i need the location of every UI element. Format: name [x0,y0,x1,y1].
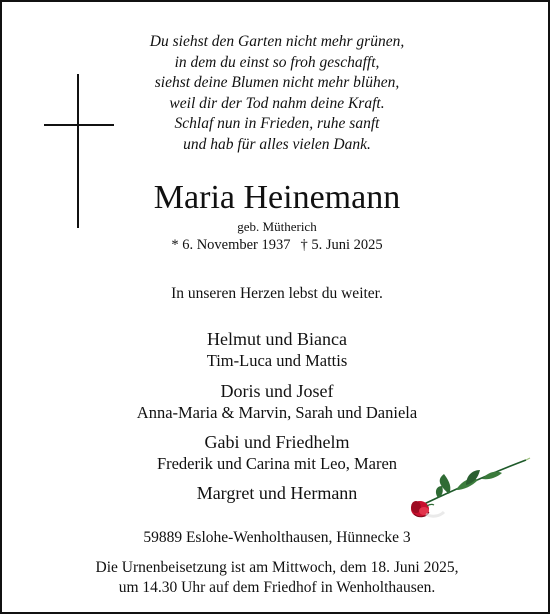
poem-line: weil dir der Tod nahm deine Kraft. [169,94,385,112]
poem-line: siehst deine Blumen nicht mehr blühen, [154,74,400,91]
mourner-main: Helmut und Bianca [207,329,347,349]
poem-line: Schlaf nun in Frieden, ruhe sanft [174,115,380,132]
address: 59889 Eslohe-Wenholthausen, Hünnecke 3 [143,529,411,546]
mourner-group [2,328,550,372]
mourner-main: Doris und Josef [220,381,334,401]
funeral-line: Die Urnenbeisetzung ist am Mittwoch, dem 18. Juni 2025, [95,559,459,576]
poem-line: in dem du einst so froh geschafft, [174,53,380,71]
life-dates [2,236,550,254]
mourner-sub: Tim-Luca und Mattis [206,351,348,370]
red-rose-icon [394,452,534,532]
poem-line: und hab für alles vielen Dank. [183,135,371,153]
funeral-info [2,558,550,598]
poem-line: Du siehst den Garten nicht mehr grünen, [149,33,405,50]
funeral-line: um 14.30 Uhr auf dem Friedhof in Wenholthausen. [118,579,436,596]
motto: In unseren Herzen lebst du weiter. [171,285,383,302]
birth-name: geb. Mütherich [237,219,317,234]
mourner-sub: Frederik und Carina mit Leo, Maren [156,454,398,473]
birth-date: * 6. November 1937 [171,237,291,253]
mourner-main: Gabi und Friedhelm [204,432,350,452]
death-date: † 5. Juni 2025 [300,237,383,253]
mourner-group [2,380,550,424]
mourner-sub: Anna-Maria & Marvin, Sarah und Daniela [136,403,418,422]
mourner-main: Margret und Hermann [196,483,358,503]
deceased-name: Maria Heinemann [153,179,401,216]
